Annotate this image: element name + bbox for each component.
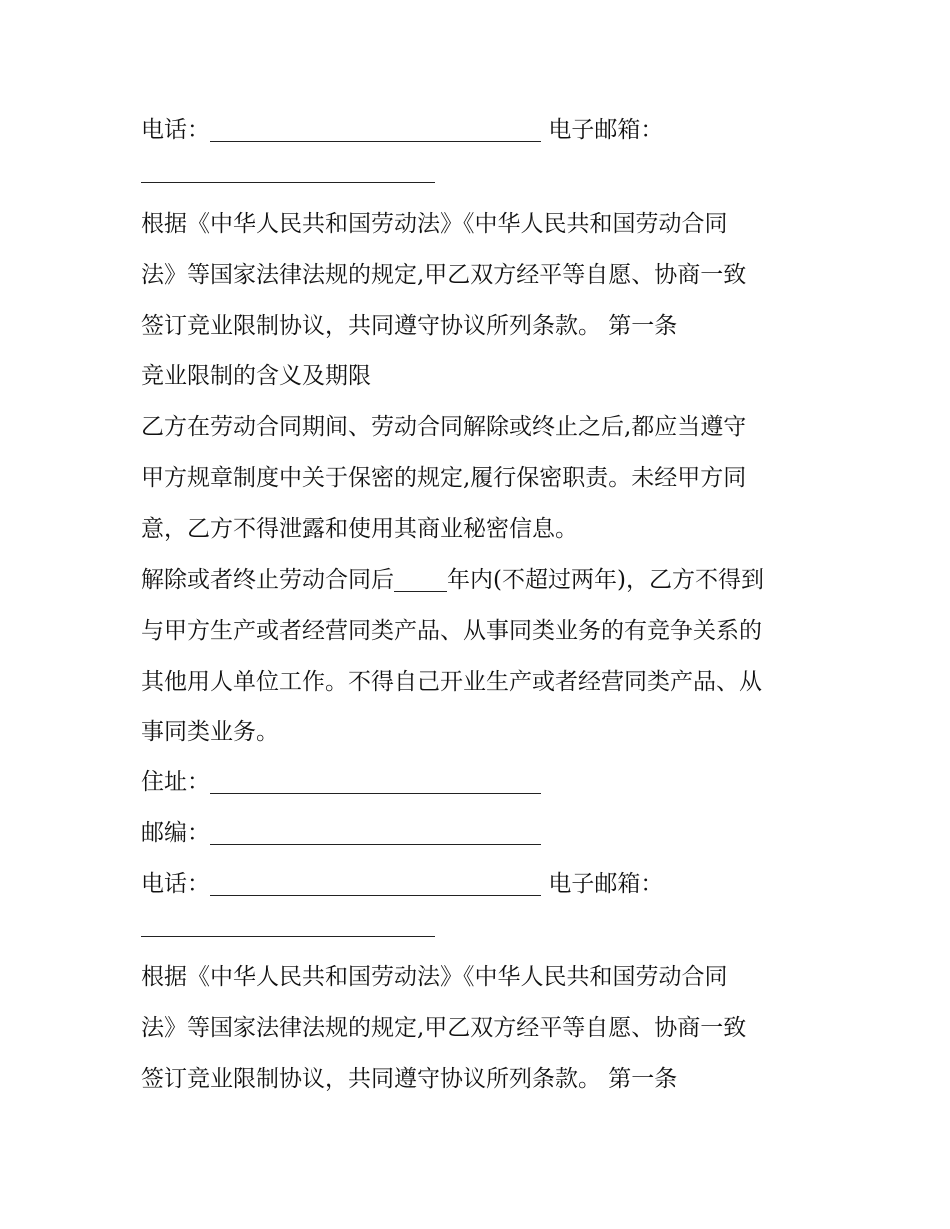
email-blank[interactable] bbox=[141, 936, 435, 937]
phone-label: 电话： bbox=[141, 871, 210, 897]
postcode-label: 邮编： bbox=[141, 820, 210, 846]
paragraph-line: 甲方规章制度中关于保密的规定,履行保密职责。未经甲方同 bbox=[141, 465, 747, 491]
paragraph-text: 年内(不超过两年)，乙方不得到 bbox=[447, 567, 764, 593]
phone-blank[interactable] bbox=[210, 869, 541, 899]
paragraph-line: 乙方在劳动合同期间、劳动合同解除或终止之后,都应当遵守 bbox=[141, 414, 747, 440]
postcode-blank[interactable] bbox=[210, 818, 541, 848]
email-label: 电子邮箱： bbox=[548, 871, 664, 897]
postcode-line bbox=[141, 818, 541, 848]
article-heading: 竞业限制的含义及期限 bbox=[141, 363, 371, 389]
address-line bbox=[141, 767, 541, 797]
paragraph-line: 与甲方生产或者经营同类产品、从事同类业务的有竞争关系的 bbox=[141, 618, 762, 644]
email-blank[interactable] bbox=[141, 182, 435, 183]
preamble-line: 签订竞业限制协议，共同遵守协议所列条款。 第一条 bbox=[141, 1066, 678, 1092]
paragraph-line: 事同类业务。 bbox=[141, 719, 279, 745]
email-label: 电子邮箱： bbox=[548, 117, 664, 143]
preamble-line: 根据《中华人民共和国劳动法》《中华人民共和国劳动合同 bbox=[141, 211, 728, 237]
phone-label: 电话： bbox=[141, 117, 210, 143]
years-blank[interactable] bbox=[394, 565, 447, 595]
phone-email-line-1 bbox=[141, 115, 663, 145]
paragraph-line bbox=[141, 565, 764, 595]
phone-blank[interactable] bbox=[210, 115, 541, 145]
preamble-line: 根据《中华人民共和国劳动法》《中华人民共和国劳动合同 bbox=[141, 964, 728, 990]
address-label: 住址： bbox=[141, 769, 210, 795]
phone-email-line-2 bbox=[141, 869, 663, 899]
address-blank[interactable] bbox=[210, 767, 541, 797]
preamble-line: 法》等国家法律法规的规定,甲乙双方经平等自愿、协商一致 bbox=[141, 262, 747, 288]
paragraph-line: 意，乙方不得泄露和使用其商业秘密信息。 bbox=[141, 516, 578, 542]
preamble-line: 法》等国家法律法规的规定,甲乙双方经平等自愿、协商一致 bbox=[141, 1015, 747, 1041]
preamble-line: 签订竞业限制协议，共同遵守协议所列条款。 第一条 bbox=[141, 313, 678, 339]
paragraph-text: 解除或者终止劳动合同后 bbox=[141, 567, 394, 593]
paragraph-line: 其他用人单位工作。不得自己开业生产或者经营同类产品、从 bbox=[141, 669, 762, 695]
